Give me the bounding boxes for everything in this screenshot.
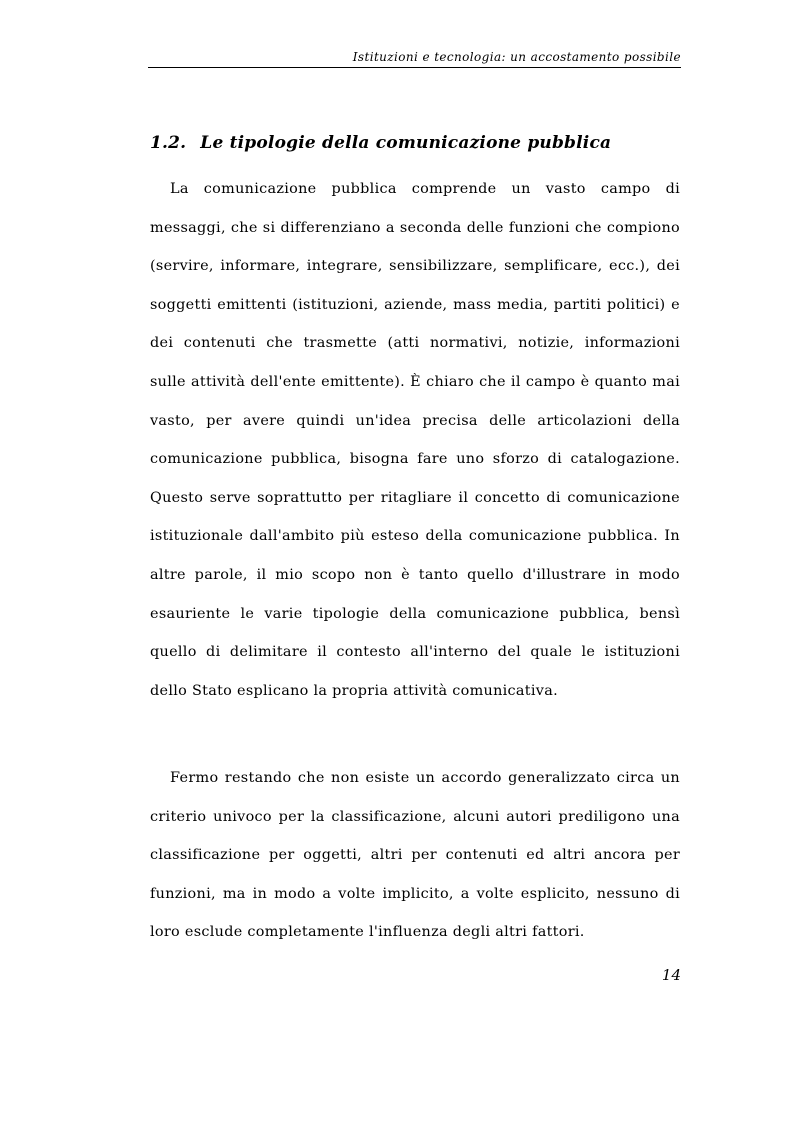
paragraph-2: [150, 759, 680, 952]
section-heading: [150, 133, 611, 153]
paragraph-1: [150, 170, 680, 710]
page-number: 14: [661, 966, 681, 984]
running-header: [148, 50, 681, 68]
paragraph-2-text: Fermo restando che non esiste un accordo generalizzato circa un criterio univoco per la classificazione, alcuni autori prediligono una classificazione per oggetti, altri per contenuti ed altri ancora per funzioni, ma in modo a volte implicito, a volte esplicito, nessuno di loro esclude completamente l'influenza degli altri fattori.: [150, 770, 680, 941]
paragraph-1-text: La comunicazione pubblica comprende un vasto campo di messaggi, che si differenziano a seconda delle funzioni che compiono (servire, informare, integrare, sensibilizzare, semplificare, ecc.), dei soggetti emittenti (istituzioni, aziende, mass media, partiti politici) e dei contenuti che trasmette (atti normativi, notizie, informazioni sulle attività dell'ente emittente). È chiaro che il campo è quanto mai vasto, per avere quindi un'idea precisa delle articolazioni della comunicazione pubblica, bisogna fare uno sforzo di catalogazione. Questo serve soprattutto per ritagliare il concetto di comunicazione istituzionale dall'ambito più esteso della comunicazione pubblica. In altre parole, il mio scopo non è tanto quello d'illustrare in modo esauriente le varie tipologie della comunicazione pubblica, bensì quello di delimitare il contesto all'interno del quale le istituzioni dello Stato esplicano la propria attività comunicativa.: [150, 181, 680, 699]
section-title: Le tipologie della comunicazione pubblica: [200, 133, 612, 153]
section-number: 1.2.: [150, 133, 187, 153]
running-header-title: Istituzioni e tecnologia: un accostamento possibile: [352, 50, 681, 64]
